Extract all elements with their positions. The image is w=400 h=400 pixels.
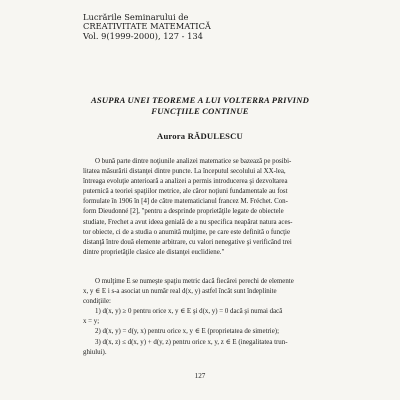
text-line: O bună parte dintre noţiunile analizei matematice se bazează pe posibi- bbox=[95, 158, 292, 165]
journal-volume-line: Vol. 9(1999-2000), 127 - 134 bbox=[83, 30, 203, 41]
text-line: întreaga evoluţie anterioară a analizei a permis introducerea şi dezvoltarea bbox=[83, 178, 288, 186]
journal-name-line: CREATIVITATE MATEMATICĂ bbox=[83, 21, 211, 32]
text-line: tor obiecte, ci de a studia o anumită mulţime, pe care este definită o funcţie bbox=[83, 228, 291, 236]
text-line: dintre proprietăţile clasice ale distanţei euclidiene." bbox=[83, 248, 225, 256]
text-line: puternică a teoriei spaţiilor metrice, ale căror noţiuni fundamentale au fost bbox=[83, 188, 288, 196]
text-line: studiate, Frechet a avut ideea genială de a nu specifica neapărat natura aces- bbox=[83, 218, 293, 226]
text-line: formulate în 1906 în [4] de către matematicianul francez M. Fréchet. Con- bbox=[83, 198, 288, 206]
text-line: litatea măsurării distanţei dintre puncte. La începutul secolului al XX-lea, bbox=[83, 168, 286, 176]
text-line: form Dieudonné [2], "pentru a desprinde proprietăţile legate de obiectele bbox=[83, 208, 284, 216]
journal-series-line: Lucrările Seminarului de bbox=[83, 12, 189, 22]
text-line: O mulţime E se numeşte spaţiu metric dacă fiecărei perechi de elemente bbox=[95, 278, 294, 285]
title-line-1: ASUPRA UNEI TEOREME A LUI VOLTERRA PRIVIND bbox=[90, 95, 310, 105]
text-line: distanţă între două elemente arbitrare, cu valori nenegative şi verificând trei bbox=[83, 238, 292, 246]
title-line-2: FUNCŢIILE CONTINUE bbox=[151, 106, 249, 116]
text-line: condiţiile: bbox=[83, 298, 111, 306]
condition-2: 2) d(x, y) = d(y, x) pentru orice x, y ∈ E (proprietatea de simetrie); bbox=[95, 328, 279, 336]
paper-title bbox=[0, 95, 400, 117]
paragraph-definition bbox=[83, 277, 323, 358]
journal-header bbox=[83, 13, 211, 41]
page-number: 127 bbox=[194, 372, 206, 380]
paper-author: Aurora RĂDULESCU bbox=[157, 131, 243, 141]
text-line: x, y ∈ E i s-a asociat un număr real d(x, y) astfel încât sunt îndeplinite bbox=[83, 288, 277, 296]
condition-3: 3) d(x, z) ≤ d(x, y) + d(y, z) pentru orice x, y, z ∈ E (inegalitatea trun- bbox=[95, 338, 288, 346]
text-line: ghiului). bbox=[83, 348, 107, 356]
condition-1: 1) d(x, y) ≥ 0 pentru orice x, y ∈ E şi d(x, y) = 0 dacă şi numai dacă bbox=[95, 308, 283, 316]
text-line: x = y; bbox=[83, 318, 100, 326]
paragraph-intro bbox=[83, 157, 323, 258]
